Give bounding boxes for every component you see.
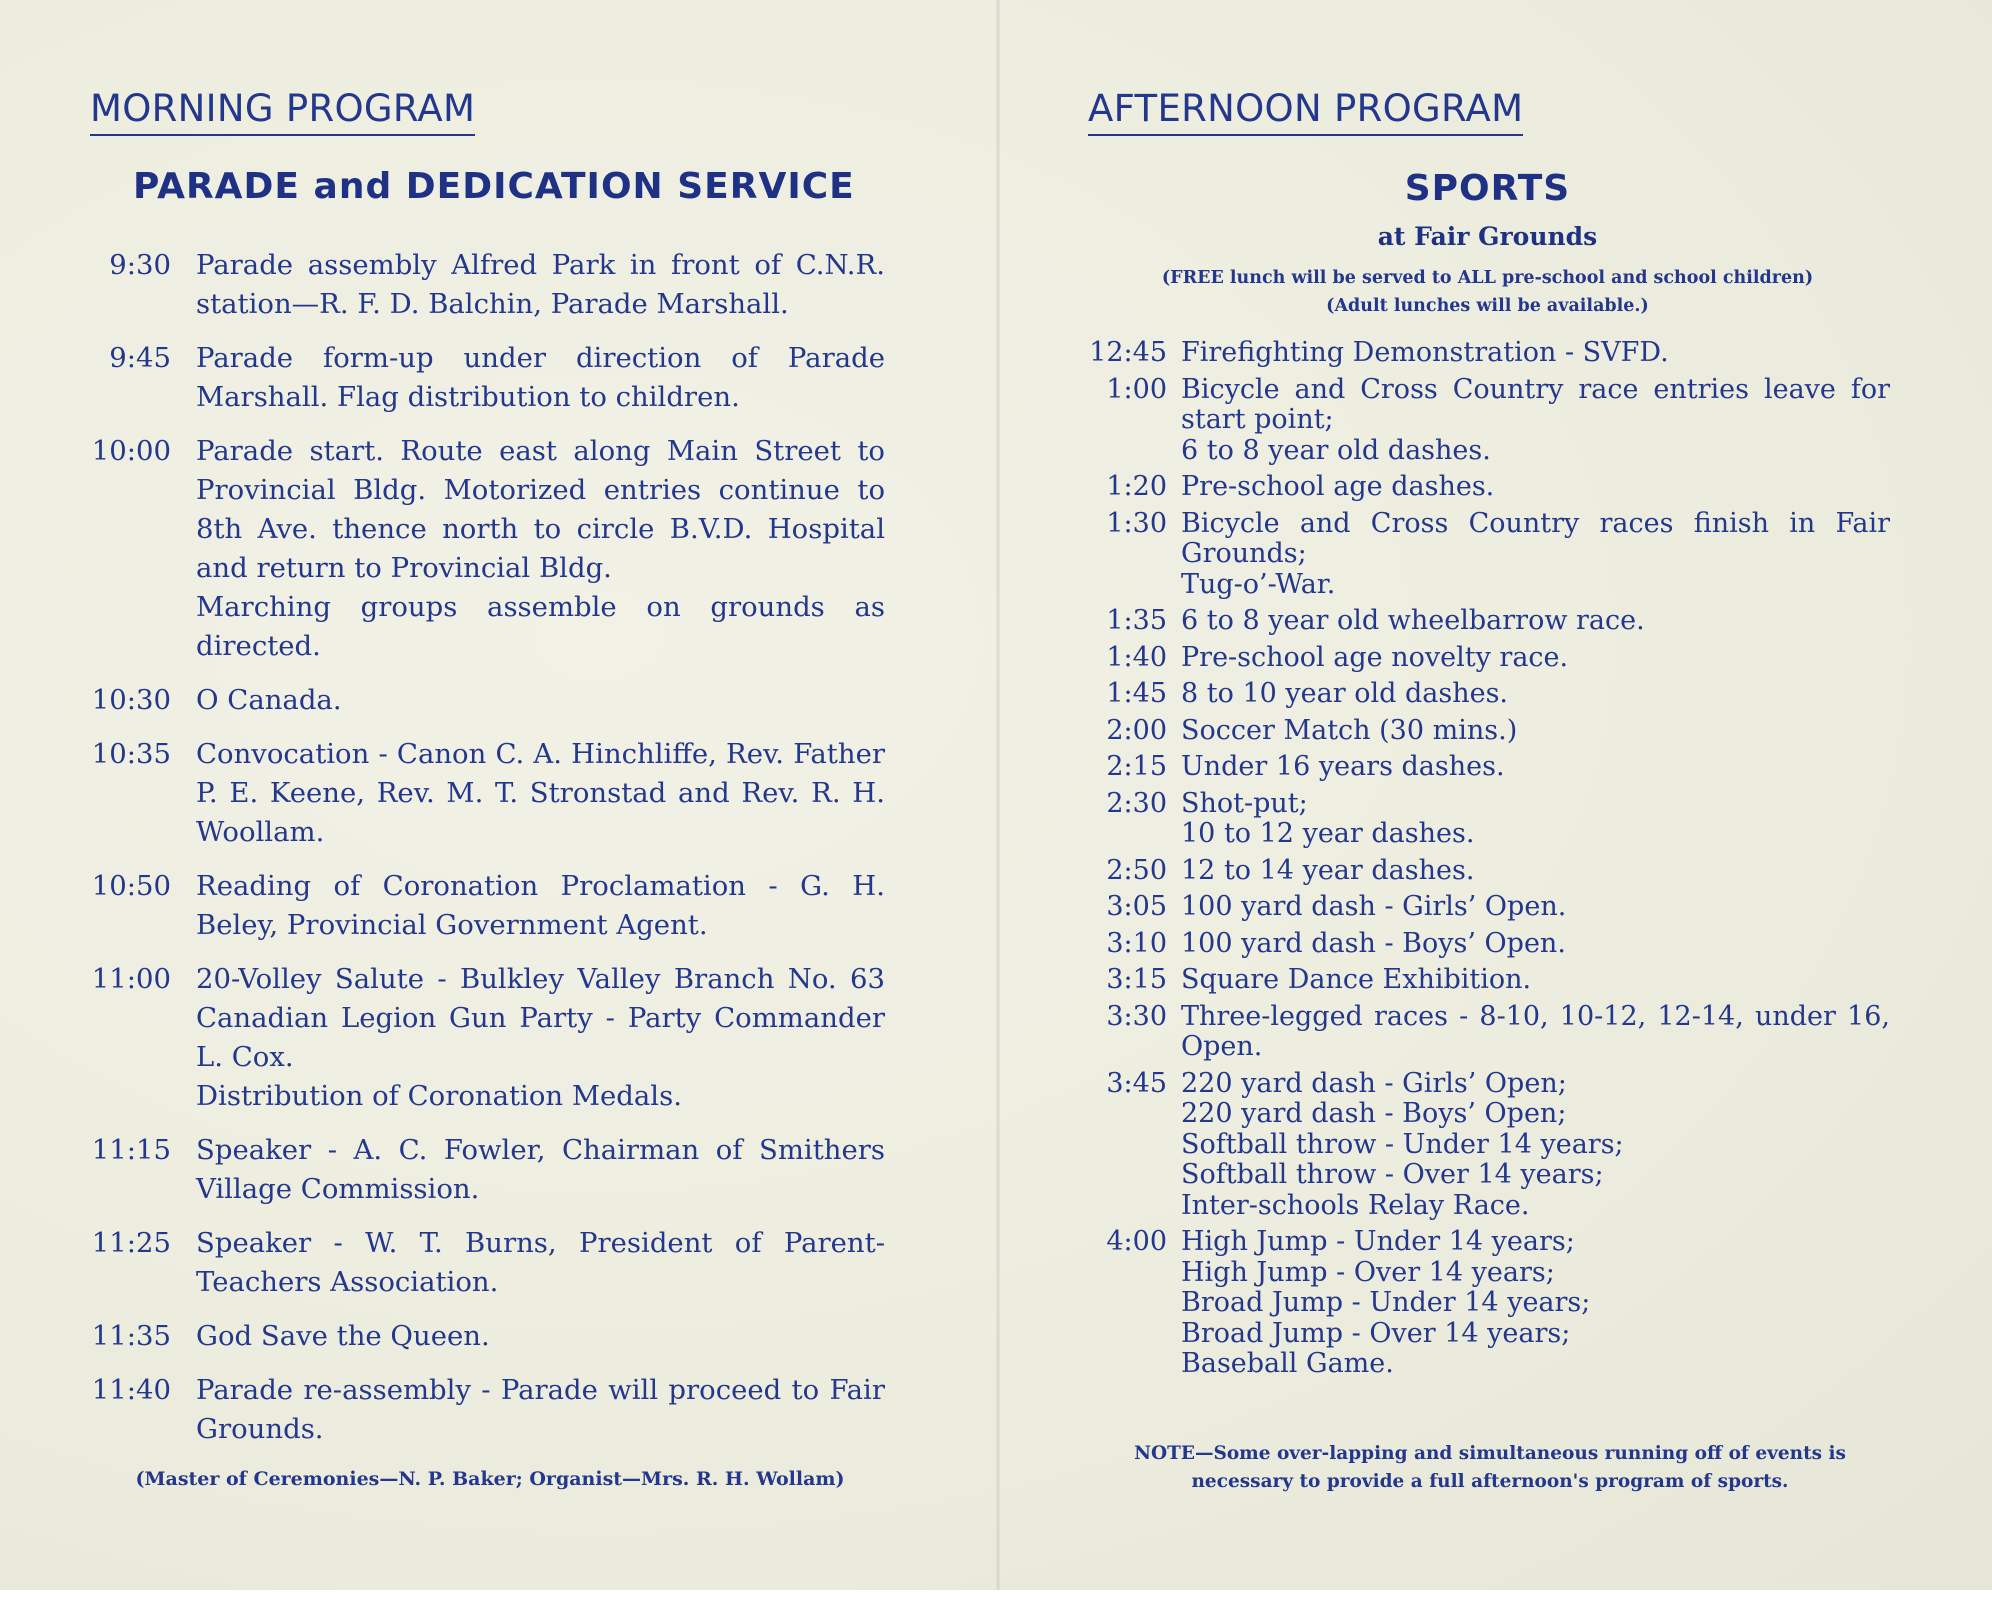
schedule-item: [85, 1131, 885, 1209]
event-time: 10:00: [91, 435, 171, 467]
event-description: [1181, 1227, 1890, 1380]
event-description-line: 100 yard dash - Girls’ Open.: [1181, 891, 1567, 922]
event-description-line: Speaker - W. T. Burns, President of Parent-Teachers Association.: [196, 1227, 885, 1298]
schedule-item: [85, 681, 885, 720]
event-time: 2:30: [1106, 787, 1167, 819]
event-description: [196, 1371, 885, 1449]
event-description: [1181, 375, 1890, 467]
event-description: [1181, 509, 1890, 601]
schedule-item: [85, 960, 885, 1116]
event-description: [1181, 856, 1890, 887]
event-description-line: Broad Jump - Under 14 years;: [1181, 1287, 1591, 1318]
event-description-line: High Jump - Over 14 years;: [1181, 1256, 1555, 1288]
event-time: 2:00: [1106, 714, 1167, 746]
event-description: [1181, 892, 1890, 923]
event-description-line: Tug-o’-War.: [1181, 568, 1336, 600]
event-time: 10:50: [91, 870, 171, 902]
event-description: [196, 1317, 885, 1356]
event-description-line: Parade form-up under direction of Parade Marshall. Flag distribution to children.: [196, 342, 885, 413]
event-description-line: Speaker - A. C. Fowler, Chairman of Smithers Village Commission.: [196, 1134, 885, 1205]
sports-title: SPORTS: [1404, 168, 1571, 209]
event-description-line: Parade re-assembly - Parade will proceed to Fair Grounds.: [196, 1374, 885, 1445]
event-description-line: 10 to 12 year dashes.: [1181, 818, 1475, 849]
event-description: [1181, 716, 1890, 747]
schedule-item: [1080, 1227, 1890, 1380]
event-description: [196, 960, 885, 1116]
event-description-line: O Canada.: [196, 684, 342, 716]
schedule-item: [85, 246, 885, 324]
event-time: 11:15: [91, 1134, 171, 1166]
event-time: 12:45: [1089, 337, 1167, 368]
event-description: [1181, 1002, 1890, 1063]
event-description-line: Parade start. Route east along Main Street to Provincial Bldg. Motorized entries continue to 8th Ave. thence north to circle B.V.D. Hospital and return to Provincial Bldg.: [196, 435, 885, 584]
fair-grounds-subtitle: at Fair Grounds: [1377, 222, 1598, 251]
schedule-item: [1080, 752, 1890, 783]
event-description-line: 220 yard dash - Boys’ Open;: [1181, 1098, 1567, 1129]
event-description: [196, 432, 885, 666]
event-description: [1181, 929, 1890, 960]
morning-program-heading: MORNING PROGRAM: [90, 89, 475, 136]
event-description-line: 100 yard dash - Boys’ Open.: [1181, 927, 1566, 959]
event-description-line: 6 to 8 year old dashes.: [1181, 434, 1491, 466]
event-description-line: Broad Jump - Over 14 years;: [1181, 1317, 1571, 1349]
event-time: 11:25: [91, 1227, 171, 1259]
event-description: [196, 867, 885, 945]
event-time: 1:35: [1106, 605, 1167, 636]
afternoon-schedule: [1080, 338, 1890, 1386]
event-description-line: Distribution of Coronation Medals.: [196, 1080, 682, 1112]
event-description-line: Inter-schools Relay Race.: [1181, 1189, 1530, 1221]
event-description-line: Under 16 years dashes.: [1181, 751, 1505, 782]
event-description: [1181, 752, 1890, 783]
event-description-line: Pre-school age dashes.: [1181, 471, 1495, 502]
schedule-item: [1080, 789, 1890, 850]
event-description-line: Convocation - Canon C. A. Hinchliffe, Rev. Father P. E. Keene, Rev. M. T. Stronstad and Rev. R. H. Woollam.: [196, 738, 885, 848]
master-of-ceremonies-note: (Master of Ceremonies—N. P. Baker; Organist—Mrs. R. H. Wollam): [135, 1468, 845, 1490]
event-description-line: 8 to 10 year old dashes.: [1181, 678, 1509, 709]
event-description-line: Soccer Match (30 mins.): [1181, 714, 1518, 746]
event-description: [1181, 338, 1890, 369]
schedule-item: [1080, 338, 1890, 369]
event-description: [1181, 789, 1890, 850]
event-description-line: 6 to 8 year old wheelbarrow race.: [1181, 605, 1645, 636]
event-description-line: Parade assembly Alfred Park in front of C.N.R. station—R. F. D. Balchin, Parade Marshall.: [196, 249, 885, 320]
afternoon-program-heading: AFTERNOON PROGRAM: [1088, 89, 1523, 136]
schedule-item: [1080, 929, 1890, 960]
event-time: 1:30: [1106, 507, 1167, 539]
schedule-item: [85, 339, 885, 417]
event-time: 2:50: [1106, 854, 1167, 886]
schedule-item: [1080, 472, 1890, 503]
schedule-item: [1080, 509, 1890, 601]
overlapping-events-note: NOTE—Some over-lapping and simultaneous running off of events is necessary to provide a full afternoon's program of sports.: [1134, 1443, 1846, 1492]
event-time: 3:05: [1106, 891, 1167, 922]
event-description-line: 20-Volley Salute - Bulkley Valley Branch No. 63 Canadian Legion Gun Party - Party Commander L. Cox.: [196, 963, 885, 1073]
event-time: 1:45: [1106, 678, 1167, 709]
parade-dedication-title: PARADE and DEDICATION SERVICE: [133, 166, 855, 207]
schedule-item: [1080, 679, 1890, 710]
schedule-item: [1080, 892, 1890, 923]
event-description: [1181, 1069, 1890, 1222]
event-time: 3:45: [1106, 1067, 1167, 1099]
event-time: 4:00: [1106, 1226, 1167, 1257]
event-description: [196, 681, 885, 720]
event-time: 3:10: [1106, 927, 1167, 959]
schedule-item: [85, 1371, 885, 1449]
event-time: 2:15: [1106, 751, 1167, 782]
event-description: [196, 1224, 885, 1302]
event-time: 1:40: [1106, 641, 1167, 673]
event-description-line: Three-legged races - 8-10, 10-12, 12-14, under 16, Open.: [1181, 1000, 1890, 1062]
event-time: 11:00: [91, 963, 171, 995]
free-lunch-note: (FREE lunch will be served to ALL pre-school and school children): [1161, 268, 1814, 288]
event-description-line: Shot-put;: [1181, 787, 1308, 819]
adult-lunch-note: (Adult lunches will be available.): [1326, 296, 1649, 316]
event-description: [196, 246, 885, 324]
schedule-item: [1080, 1069, 1890, 1222]
event-description-line: Square Dance Exhibition.: [1181, 964, 1532, 995]
schedule-item: [85, 1317, 885, 1356]
event-description-line: Softball throw - Under 14 years;: [1181, 1128, 1624, 1160]
event-description-line: Baseball Game.: [1181, 1348, 1394, 1379]
event-description: [196, 1131, 885, 1209]
event-description: [1181, 606, 1890, 637]
event-time: 9:30: [109, 249, 171, 281]
event-time: 9:45: [109, 342, 171, 374]
event-description-line: Firefighting Demonstration - SVFD.: [1181, 337, 1669, 368]
event-description-line: Bicycle and Cross Country race entries leave for start point;: [1181, 373, 1890, 435]
event-time: 3:30: [1106, 1000, 1167, 1032]
event-description: [196, 339, 885, 417]
schedule-item: [1080, 1002, 1890, 1063]
event-time: 10:30: [91, 684, 171, 716]
schedule-item: [1080, 965, 1890, 996]
event-description-line: Reading of Coronation Proclamation - G. H. Beley, Provincial Government Agent.: [196, 870, 885, 941]
event-description-line: High Jump - Under 14 years;: [1181, 1226, 1575, 1257]
event-time: 1:00: [1106, 373, 1167, 405]
event-time: 10:35: [91, 738, 171, 770]
event-description-line: Marching groups assemble on grounds as directed.: [196, 591, 885, 662]
morning-schedule: [85, 246, 885, 1464]
event-time: 3:15: [1106, 964, 1167, 995]
event-description-line: Softball throw - Over 14 years;: [1181, 1159, 1604, 1190]
schedule-item: [1080, 716, 1890, 747]
event-description-line: 12 to 14 year dashes.: [1181, 854, 1475, 886]
schedule-item: [85, 735, 885, 852]
event-description: [1181, 679, 1890, 710]
event-description: [1181, 643, 1890, 674]
schedule-item: [1080, 375, 1890, 467]
event-description-line: God Save the Queen.: [196, 1320, 490, 1352]
event-time: 11:40: [91, 1374, 171, 1406]
schedule-item: [1080, 856, 1890, 887]
event-time: 11:35: [91, 1320, 171, 1352]
event-description: [1181, 965, 1890, 996]
schedule-item: [85, 1224, 885, 1302]
event-description: [196, 735, 885, 852]
event-description-line: Bicycle and Cross Country races finish in Fair Grounds;: [1181, 507, 1890, 569]
event-description-line: 220 yard dash - Girls’ Open;: [1181, 1067, 1567, 1099]
schedule-item: [1080, 643, 1890, 674]
schedule-item: [85, 867, 885, 945]
schedule-item: [1080, 606, 1890, 637]
event-time: 1:20: [1106, 471, 1167, 502]
event-description-line: Pre-school age novelty race.: [1181, 641, 1569, 673]
schedule-item: [85, 432, 885, 666]
event-description: [1181, 472, 1890, 503]
